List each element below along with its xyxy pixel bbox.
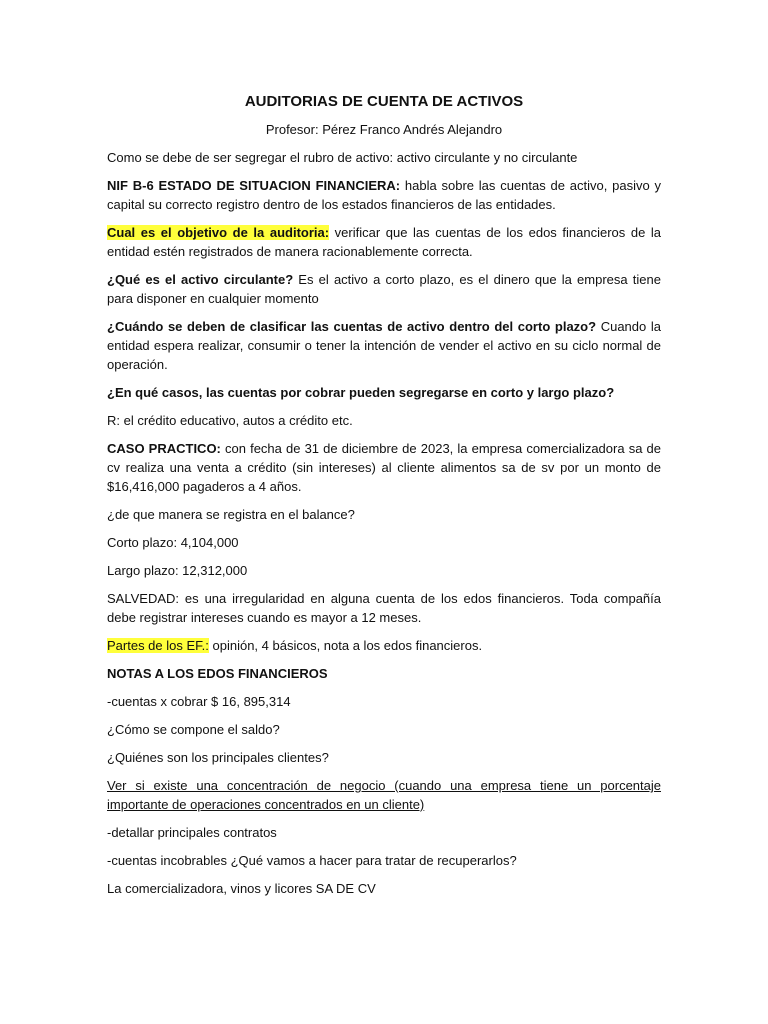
- question-cxc-text: ¿En qué casos, las cuentas por cobrar pueden segregarse en corto y largo plazo?: [107, 385, 615, 400]
- concentracion-paragraph: Ver si existe una concentración de negocio (cuando una empresa tiene un porcentaje importante de operaciones concentrados en un cliente): [107, 778, 661, 812]
- partes-label-highlighted: Partes de los EF.:: [107, 638, 209, 653]
- partes-paragraph: [107, 636, 661, 655]
- largo-plazo: Largo plazo: 12,312,000: [107, 563, 248, 578]
- corto-plazo: Corto plazo: 4,104,000: [107, 535, 239, 550]
- circulante-paragraph: [107, 270, 661, 308]
- caso-text: con fecha de 31 de diciembre de 2023, la empresa comercializadora sa de cv realiza una venta a crédito (sin intereses) al cliente alimentos sa de sv por un monto de $16,416,000 pagaderos a 4 años.: [107, 441, 661, 494]
- circulante-label: ¿Qué es el activo circulante?: [107, 272, 294, 287]
- professor-line: Profesor: Pérez Franco Andrés Alejandro: [265, 122, 503, 137]
- partes-text: opinión, 4 básicos, nota a los edos financieros.: [208, 638, 483, 653]
- answer-cxc: R: el crédito educativo, autos a crédito etc.: [107, 413, 353, 428]
- question-cxc: [107, 383, 661, 402]
- incobrables: -cuentas incobrables ¿Qué vamos a hacer para tratar de recuperarlos?: [107, 853, 517, 868]
- clasificar-text: Cuando la entidad espera realizar, consumir o tener la intención de vender el activo en su ciclo normal de operación.: [107, 319, 661, 372]
- objective-paragraph: [107, 223, 661, 261]
- caso-label: CASO PRACTICO:: [107, 441, 221, 456]
- principales-clientes: ¿Quiénes son los principales clientes?: [107, 750, 329, 765]
- document-title: AUDITORIAS DE CUENTA DE ACTIVOS: [244, 93, 524, 110]
- nif-text: habla sobre las cuentas de activo, pasivo y capital su correcto registro dentro de los estados financieros de las entidades.: [107, 178, 661, 212]
- cuentas-cobrar: -cuentas x cobrar $ 16, 895,314: [107, 694, 291, 709]
- clasificar-paragraph: [107, 317, 661, 374]
- intro-paragraph: Como se debe de ser segregar el rubro de activo: activo circulante y no circulante: [107, 150, 578, 165]
- document-page: [107, 92, 661, 907]
- contratos: -detallar principales contratos: [107, 825, 277, 840]
- objective-label-highlighted: Cual es el objetivo de la auditoria:: [107, 225, 330, 240]
- notas-heading-text: NOTAS A LOS EDOS FINANCIEROS: [107, 666, 328, 681]
- compone-saldo: ¿Cómo se compone el saldo?: [107, 722, 280, 737]
- circulante-text: Es el activo a corto plazo, es el dinero que la empresa tiene para disponer en cualquier momento: [107, 272, 661, 306]
- caso-practico-paragraph: [107, 439, 661, 496]
- nif-label: NIF B-6 ESTADO DE SITUACION FINANCIERA:: [107, 178, 401, 193]
- comercializadora: La comercializadora, vinos y licores SA DE CV: [107, 881, 376, 896]
- balance-question: ¿de que manera se registra en el balance?: [107, 507, 355, 522]
- nif-paragraph: [107, 176, 661, 214]
- objective-text: verificar que las cuentas de los edos financieros de la entidad estén registrados de manera racionablemente correcta.: [107, 225, 662, 259]
- clasificar-label: ¿Cuándo se deben de clasificar las cuentas de activo dentro del corto plazo?: [107, 319, 597, 334]
- salvedad-paragraph: SALVEDAD: es una irregularidad en alguna cuenta de los edos financieros. Toda compañía debe registrar intereses cuando es mayor a 12 meses.: [107, 591, 661, 625]
- notas-heading: [107, 664, 661, 683]
